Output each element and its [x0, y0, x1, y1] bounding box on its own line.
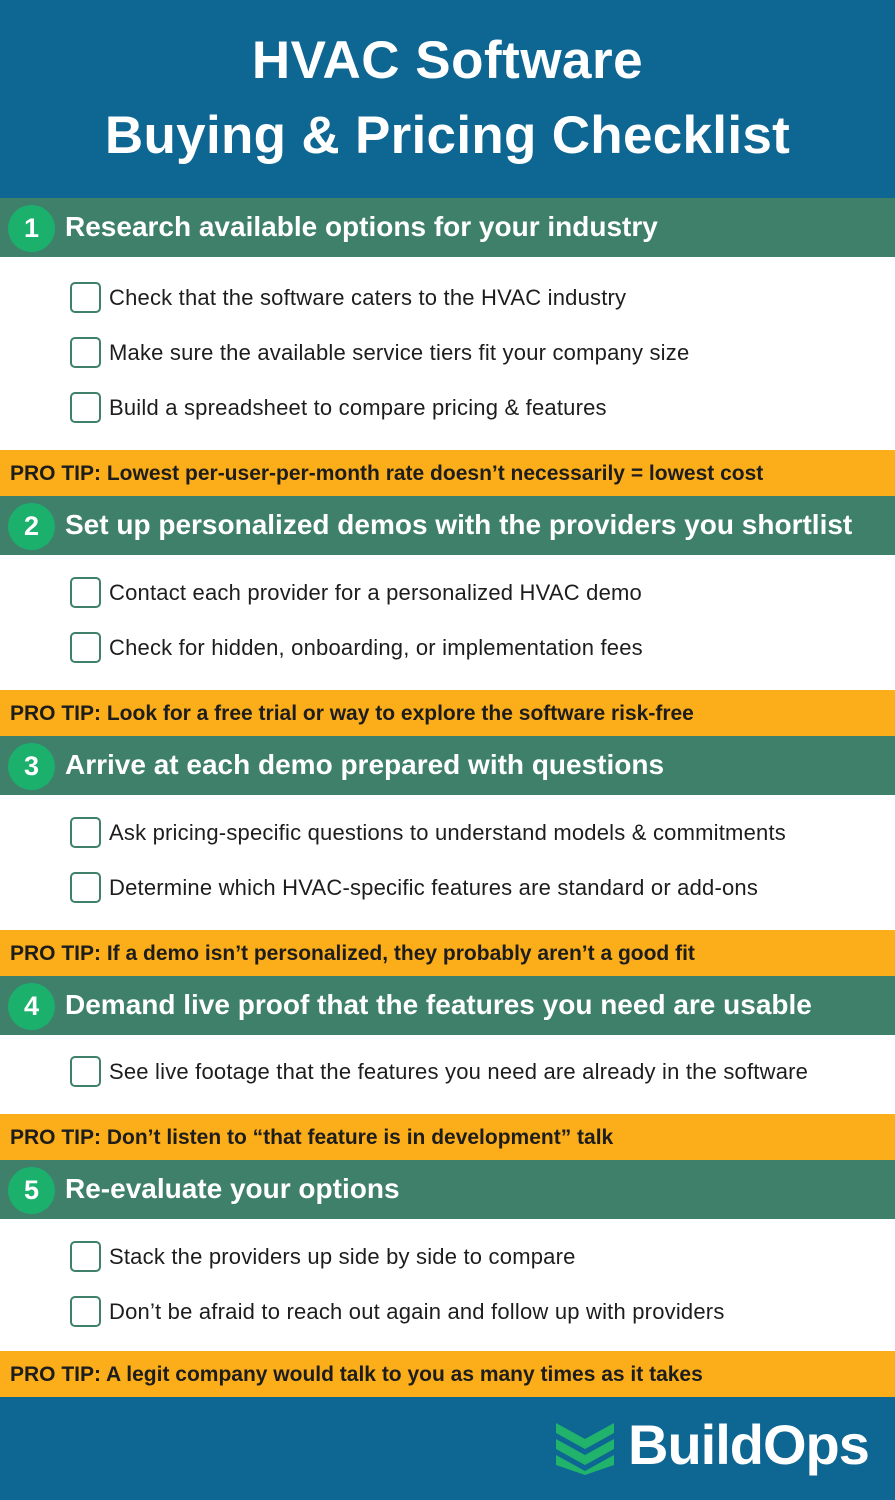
pro-tip-3: [0, 930, 895, 976]
section-3-header: [0, 736, 895, 795]
page-title-line2: Buying & Pricing Checklist: [104, 106, 791, 165]
checklist-item-label: Make sure the available service tiers fit your company size: [109, 340, 690, 365]
buildops-logo-text: BuildOps: [628, 1413, 869, 1476]
section-2-header: [0, 496, 895, 555]
pro-tip-1: [0, 450, 895, 496]
section-4-header: [0, 976, 895, 1035]
section-3-number: 3: [8, 743, 55, 790]
section-5-title: Re-evaluate your options: [65, 1173, 400, 1204]
checklist-item-label: Build a spreadsheet to compare pricing & features: [109, 395, 607, 420]
checkbox[interactable]: [70, 1056, 101, 1087]
section-1-number: 1: [8, 205, 55, 252]
section-5-header: [0, 1160, 895, 1219]
section-3-title: Arrive at each demo prepared with questions: [65, 749, 665, 780]
pro-tip-4-text: PRO TIP: Don’t listen to “that feature is in development” talk: [10, 1126, 614, 1149]
pro-tip-4: [0, 1114, 895, 1160]
pro-tip-3-text: PRO TIP: If a demo isn’t personalized, they probably aren’t a good fit: [10, 942, 695, 965]
checklist-item-label: Determine which HVAC-specific features are standard or add-ons: [109, 875, 759, 900]
pro-tip-5: [0, 1351, 895, 1397]
pro-tip-5-text: PRO TIP: A legit company would talk to you as many times as it takes: [10, 1363, 703, 1386]
checklist-item-label: See live footage that the features you need are already in the software: [109, 1059, 809, 1084]
checkbox[interactable]: [70, 1296, 101, 1327]
checkbox[interactable]: [70, 282, 101, 313]
section-2-number: 2: [8, 503, 55, 550]
checkbox[interactable]: [70, 632, 101, 663]
pro-tip-1-text: PRO TIP: Lowest per-user-per-month rate doesn’t necessarily = lowest cost: [10, 462, 764, 485]
checklist-item-label: Don’t be afraid to reach out again and follow up with providers: [109, 1299, 725, 1324]
section-1-title: Research available options for your industry: [65, 211, 658, 242]
section-5-number: 5: [8, 1167, 55, 1214]
checkbox[interactable]: [70, 1241, 101, 1272]
checklist-item-label: Check for hidden, onboarding, or implementation fees: [109, 635, 643, 660]
checkbox[interactable]: [70, 577, 101, 608]
checklist-item-label: Check that the software caters to the HVAC industry: [109, 285, 627, 310]
checklist-item-label: Stack the providers up side by side to compare: [109, 1244, 576, 1269]
page-title-line1: HVAC Software: [251, 31, 644, 90]
page-header: [0, 0, 895, 198]
checkbox[interactable]: [70, 817, 101, 848]
section-4-number: 4: [8, 983, 55, 1030]
checkbox[interactable]: [70, 392, 101, 423]
page-footer: [0, 1397, 895, 1500]
checklist-item-label: Contact each provider for a personalized HVAC demo: [109, 580, 642, 605]
pro-tip-2-text: PRO TIP: Look for a free trial or way to explore the software risk-free: [10, 702, 694, 725]
section-1-header: [0, 198, 895, 257]
checklist-item-label: Ask pricing-specific questions to understand models & commitments: [109, 820, 786, 845]
checkbox[interactable]: [70, 872, 101, 903]
buildops-logo-icon: [556, 1417, 614, 1475]
checkbox[interactable]: [70, 337, 101, 368]
pro-tip-2: [0, 690, 895, 736]
section-2-title: Set up personalized demos with the providers you shortlist: [65, 509, 853, 540]
section-4-title: Demand live proof that the features you need are usable: [65, 989, 812, 1020]
